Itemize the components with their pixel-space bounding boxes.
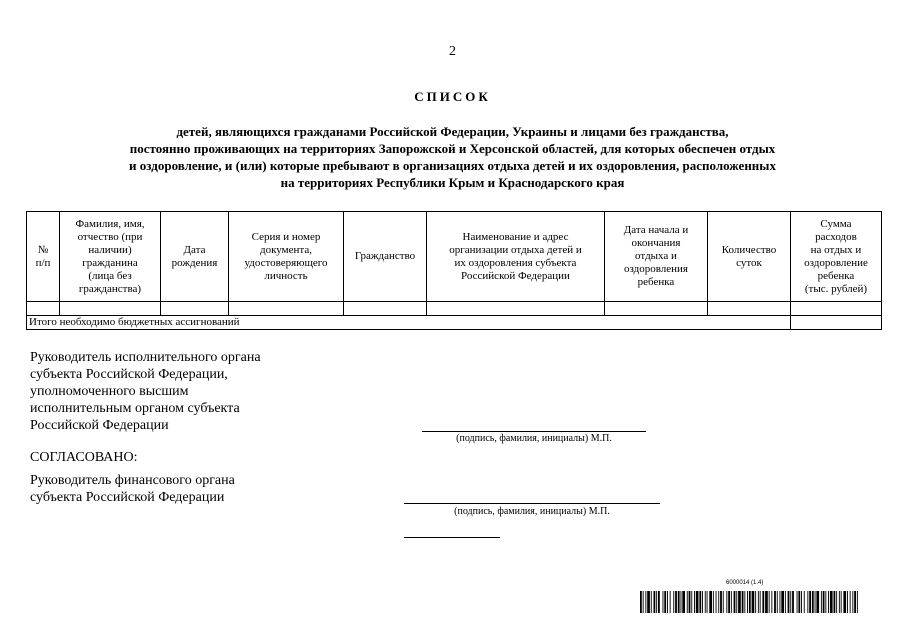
barcode-bar [790, 591, 791, 613]
barcode-bar [816, 591, 819, 613]
barcode-bar [705, 591, 706, 613]
page-number: 2 [449, 44, 456, 59]
barcode-bar [670, 591, 671, 613]
barcode-bar [792, 591, 794, 613]
table-row [27, 302, 882, 316]
barcode-bar [640, 591, 642, 613]
signatory-line: Руководитель исполнительного органа [30, 350, 261, 365]
barcode-bar [663, 591, 664, 613]
barcode-bar [852, 591, 853, 613]
barcode-bar [781, 591, 784, 613]
barcode-bar [752, 591, 755, 613]
column-header-organization: Наименование и адрес организации отдыха детей и их оздоровления субъекта Российской Федерации [427, 212, 605, 302]
barcode-bar [857, 591, 858, 613]
barcode-bar [760, 591, 761, 613]
barcode-bar [765, 591, 768, 613]
barcode-bar [673, 591, 674, 613]
column-header-id-document: Серия и номер документа, удостоверяющего личность [229, 212, 344, 302]
barcode-bar [716, 591, 717, 613]
barcode-bar [687, 591, 688, 613]
barcode-bar [699, 591, 701, 613]
signature-line-2 [404, 503, 660, 504]
barcode-bar [675, 591, 677, 613]
column-header-birth-date: Дата рождения [161, 212, 229, 302]
barcode-bar [734, 591, 736, 613]
signatory-line: исполнительным органом субъекта [30, 401, 240, 416]
signatory-line: уполномоченного высшим [30, 384, 189, 399]
barcode-bar [702, 591, 703, 613]
column-header-citizenship: Гражданство [344, 212, 427, 302]
total-row [27, 316, 882, 330]
barcode-bar [758, 591, 759, 613]
barcode-bar [707, 591, 708, 613]
barcode-bar [755, 591, 756, 613]
barcode-bar [691, 591, 692, 613]
barcode-bar [696, 591, 699, 613]
barcode-bar [815, 591, 816, 613]
barcode-bar [713, 591, 714, 613]
barcode-bar [823, 591, 825, 613]
barcode-bar [647, 591, 650, 613]
barcode-bar [825, 591, 826, 613]
total-value-cell [791, 316, 882, 330]
barcode-bar [777, 591, 778, 613]
barcode-icon [640, 591, 858, 613]
finance-signatory-title [30, 472, 330, 506]
barcode-bar [847, 591, 848, 613]
total-label: Итого необходимо бюджетных ассигнований [27, 316, 791, 330]
barcode-bar [678, 591, 680, 613]
table-cell [791, 302, 882, 316]
barcode-bar [830, 591, 833, 613]
barcode-bar [821, 591, 822, 613]
table-cell [708, 302, 791, 316]
column-header-number: № п/п [27, 212, 60, 302]
barcode-bar [762, 591, 764, 613]
table-cell [60, 302, 161, 316]
document-subtitle [60, 123, 845, 191]
barcode-bar [828, 591, 829, 613]
subtitle-line: детей, являющихся гражданами Российской Федерации, Украины и лицами без гражданства, [176, 124, 729, 139]
barcode-bar [718, 591, 719, 613]
signatory-line: Руководитель финансового органа [30, 473, 235, 488]
barcode-bar [689, 591, 691, 613]
barcode-bar [654, 591, 656, 613]
barcode-bar [736, 591, 737, 613]
barcode-bar [797, 591, 798, 613]
barcode-bar [667, 591, 668, 613]
barcode-bar [839, 591, 840, 613]
table-cell [605, 302, 708, 316]
signature-line-1 [422, 431, 646, 432]
subtitle-line: постоянно проживающих на территориях Запорожской и Херсонской областей, для которых обеспечен отдых [129, 141, 776, 156]
barcode-bar [798, 591, 800, 613]
barcode-bar [709, 591, 712, 613]
barcode-bar [785, 591, 786, 613]
barcode-bar [728, 591, 730, 613]
barcode-bar [643, 591, 644, 613]
table-header-row [27, 212, 882, 302]
barcode-bar [645, 591, 646, 613]
barcode-bar [804, 591, 805, 613]
barcode-bar [812, 591, 814, 613]
signatory-line: субъекта Российской Федерации [30, 490, 225, 505]
column-header-days: Количество суток [708, 212, 791, 302]
barcode-bar [664, 591, 666, 613]
subtitle-line: на территориях Республики Крым и Краснодарского края [280, 175, 625, 190]
barcode-bar [682, 591, 685, 613]
barcode-bar [731, 591, 732, 613]
barcode-bar [738, 591, 741, 613]
barcode-bar [769, 591, 770, 613]
signature-caption-1: (подпись, фамилия, инициалы) М.П. [456, 433, 612, 444]
column-header-full-name: Фамилия, имя, отчество (при наличии) гражданина (лица без гражданства) [60, 212, 161, 302]
barcode-bar [850, 591, 851, 613]
table-cell [161, 302, 229, 316]
barcode-bar [854, 591, 856, 613]
head-signatory-title [30, 349, 330, 434]
table-cell [229, 302, 344, 316]
barcode-bar [694, 591, 695, 613]
column-header-expenses: Сумма расходов на отдых и оздоровление ребенка (тыс. рублей) [791, 212, 882, 302]
barcode-bar [843, 591, 846, 613]
barcode-bar [681, 591, 682, 613]
date-line [404, 537, 500, 538]
barcode-bar [723, 591, 724, 613]
barcode-bar [841, 591, 842, 613]
barcode-bar [726, 591, 727, 613]
barcode-bar [780, 591, 781, 613]
signatory-line: субъекта Российской Федерации, [30, 367, 228, 382]
barcode-bar [788, 591, 790, 613]
subtitle-line: и оздоровление, и (или) которые пребывают в организациях отдыха детей и их оздоровления, расположенных [129, 158, 776, 173]
barcode-bar [658, 591, 660, 613]
barcode-bar [742, 591, 744, 613]
barcode-bar [747, 591, 748, 613]
barcode-bar [836, 591, 837, 613]
column-header-dates: Дата начала и окончания отдыха и оздоровления ребенка [605, 212, 708, 302]
barcode-bar [809, 591, 811, 613]
signatory-line: Российской Федерации [30, 418, 169, 433]
barcode-bar [801, 591, 802, 613]
table-cell [427, 302, 605, 316]
table-cell [344, 302, 427, 316]
barcode-bar [834, 591, 836, 613]
barcode-bar [807, 591, 808, 613]
barcode-bar [744, 591, 745, 613]
barcode-bar [656, 591, 657, 613]
barcode-bar [651, 591, 652, 613]
barcode-bar [720, 591, 722, 613]
children-list-table [26, 211, 882, 330]
agreed-label: СОГЛАСОВАНО: [30, 450, 138, 465]
barcode-bar [771, 591, 772, 613]
barcode-number: 6000014 (1.4) [726, 580, 764, 586]
barcode-bar [749, 591, 751, 613]
table-cell [27, 302, 60, 316]
signature-caption-2: (подпись, фамилия, инициалы) М.П. [454, 506, 610, 517]
barcode-bar [774, 591, 776, 613]
document-title: СПИСОК [414, 89, 491, 104]
